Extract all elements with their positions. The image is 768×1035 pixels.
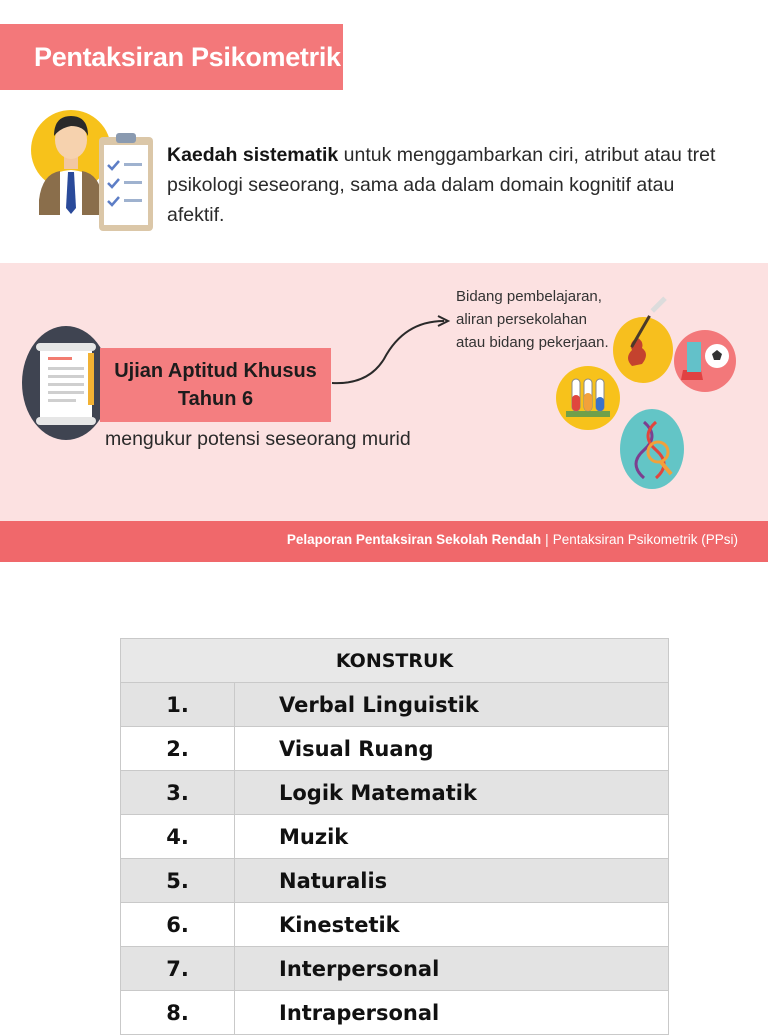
field-text (456, 285, 609, 354)
row-number: 8. (121, 991, 235, 1035)
table-row (121, 903, 669, 947)
row-number: 1. (121, 683, 235, 727)
field-line-3: atau bidang pekerjaan. (456, 334, 609, 351)
measure-text: mengukur potensi seseorang murid (105, 428, 411, 450)
footer-rest: Pentaksiran Psikometrik (PPsi) (552, 532, 738, 547)
test-tubes-icon (556, 363, 620, 433)
test-label-box (100, 348, 331, 422)
field-line-1: Bidang pembelajaran, (456, 288, 602, 305)
footer-separator: | (545, 532, 549, 547)
row-label: Kinestetik (235, 903, 669, 947)
row-number: 4. (121, 815, 235, 859)
violin-icon (612, 300, 674, 384)
table-row (121, 991, 669, 1035)
arrow-icon (330, 315, 450, 387)
scroll-icon (22, 325, 110, 441)
row-label: Visual Ruang (235, 727, 669, 771)
dna-icon (620, 408, 684, 490)
table-row (121, 947, 669, 991)
row-number: 7. (121, 947, 235, 991)
test-name: Ujian Aptitud Khusus (114, 360, 317, 382)
clipboard-icon (98, 133, 154, 233)
table-header: KONSTRUK (121, 639, 669, 683)
row-label: Naturalis (235, 859, 669, 903)
row-label: Verbal Linguistik (235, 683, 669, 727)
table-row (121, 815, 669, 859)
footer-text (287, 532, 738, 547)
row-number: 5. (121, 859, 235, 903)
test-year: Tahun 6 (177, 388, 254, 410)
row-label: Logik Matematik (235, 771, 669, 815)
intro-text (167, 140, 727, 230)
table-row (121, 771, 669, 815)
intro-rest: untuk menggambarkan ciri, atribut atau tret psikologi seseorang, sama ada dalam domain kognitif atau afektif. (167, 144, 716, 226)
construct-table (120, 638, 669, 1035)
table-header-row (121, 639, 669, 683)
intro-bold: Kaedah sistematik (167, 144, 339, 166)
footer-bar (0, 521, 768, 562)
footer-bold: Pelaporan Pentaksiran Sekolah Rendah (286, 532, 542, 547)
row-label: Intrapersonal (235, 991, 669, 1035)
title-banner (0, 24, 343, 90)
sports-icon (673, 330, 737, 392)
field-line-2: aliran persekolahan (456, 311, 587, 328)
row-number: 3. (121, 771, 235, 815)
table-row (121, 683, 669, 727)
row-number: 6. (121, 903, 235, 947)
table-row (121, 727, 669, 771)
table-row (121, 859, 669, 903)
row-label: Interpersonal (235, 947, 669, 991)
row-number: 2. (121, 727, 235, 771)
row-label: Muzik (235, 815, 669, 859)
slide-title: Pentaksiran Psikometrik (34, 41, 341, 72)
